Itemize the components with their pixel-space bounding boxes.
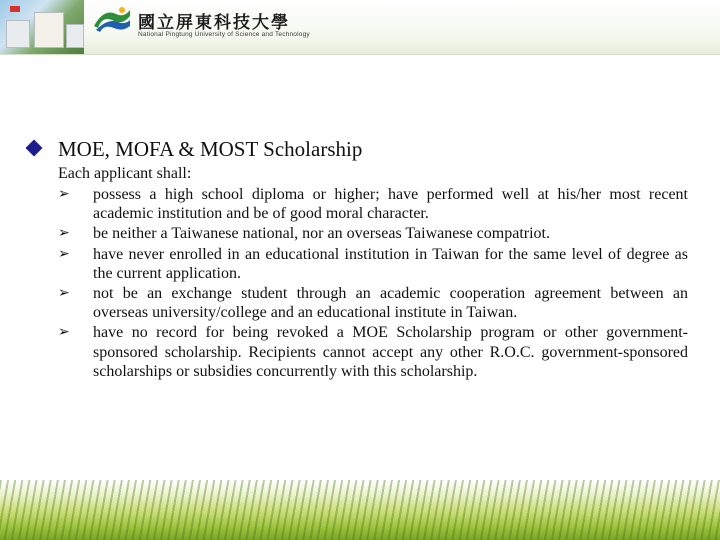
list-item: [58, 323, 688, 381]
diamond-bullet-icon: [26, 140, 43, 157]
list-item-text: have never enrolled in an educational institution in Taiwan for the same level of degree as the current application.: [93, 245, 688, 282]
building-shape: [6, 20, 30, 48]
list-item: [58, 284, 688, 322]
slide-heading: MOE, MOFA & MOST Scholarship: [58, 137, 363, 161]
requirements-list: [58, 185, 688, 382]
university-logo-icon: [92, 4, 132, 34]
campus-photo: [0, 0, 84, 54]
arrow-bullet-icon: ➢: [58, 285, 70, 302]
list-item-text: be neither a Taiwanese national, nor an overseas Taiwanese compatriot.: [93, 225, 550, 243]
university-name: 國立屏東科技大學: [138, 13, 290, 33]
intro-text: Each applicant shall:: [58, 165, 192, 182]
building-shape: [66, 24, 84, 48]
list-item-text: have no record for being revoked a MOE Scholarship program or other government-sponsored scholarship. Recipients cannot accept any other R.O.C. government-sponsored scholarships or subsidies concurrently with this scholarship.: [93, 324, 688, 380]
arrow-bullet-icon: ➢: [58, 324, 70, 341]
scholarship-heading-row: [26, 136, 706, 162]
list-item: [58, 185, 688, 223]
list-item: [58, 224, 688, 243]
list-item: [58, 245, 688, 283]
building-shape: [34, 12, 64, 48]
list-item-text: possess a high school diploma or higher; have performed well at his/her most recent academic institution and be of good moral character.: [93, 186, 688, 223]
university-subtitle: National Pingtung University of Science and Technology: [138, 31, 310, 38]
slide-header: [0, 0, 720, 55]
flag-icon: [10, 6, 20, 12]
arrow-bullet-icon: ➢: [58, 186, 70, 202]
list-item-text: not be an exchange student through an academic cooperation agreement between an overseas university/college and an educational institute in Taiwan.: [93, 285, 688, 322]
grass-footer-band: [0, 480, 720, 540]
arrow-bullet-icon: ➢: [58, 245, 70, 262]
arrow-bullet-icon: ➢: [58, 225, 70, 242]
